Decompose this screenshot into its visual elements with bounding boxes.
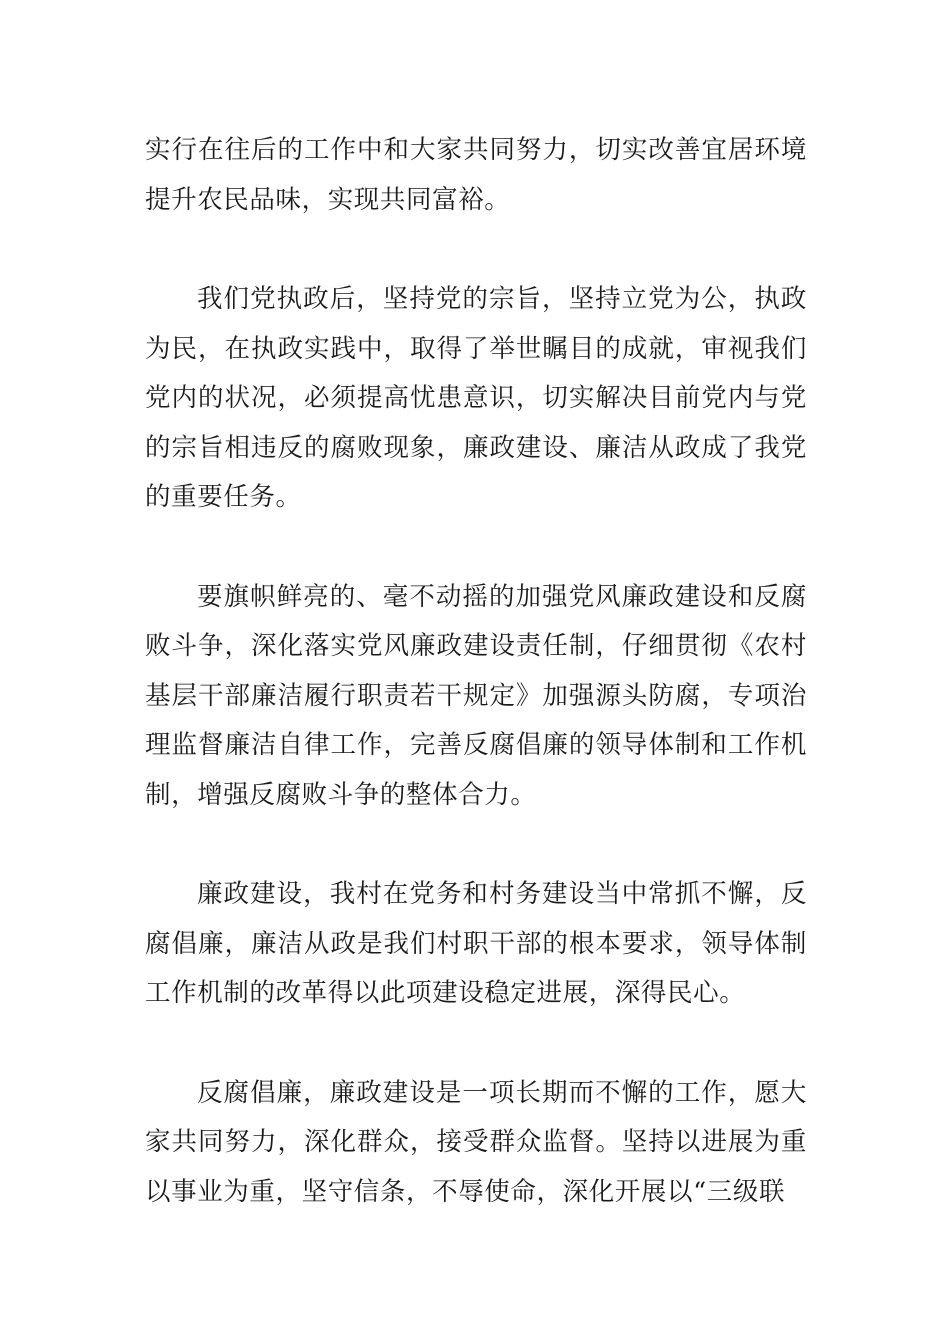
paragraph-2: 我们党执政后，坚持党的宗旨，坚持立党为公，执政为民，在执政实践中，取得了举世瞩目的成就，审视我们党内的状况，必须提高忧患意识，切实解决目前党内与党的宗旨相违反的腐败现象，廉政建设、廉洁从政成了我党的重要任务。 xyxy=(145,284,807,512)
document-body xyxy=(145,126,807,1267)
paragraph-3: 要旗帜鲜亮的、毫不动摇的加强党风廉政建设和反腐败斗争，深化落实党风廉政建设责任制，仔细贯彻《农村基层干部廉洁履行职责若干规定》加强源头防腐，专项治理监督廉洁自律工作，完善反腐倡廉的领导体制和工作机制，增强反腐败斗争的整体合力。 xyxy=(145,581,807,810)
paragraph-1: 实行在往后的工作中和大家共同努力，切实改善宜居环境提升农民品味，实现共同富裕。 xyxy=(145,135,807,215)
paragraph-5: 反腐倡廉，廉政建设是一项长期而不懈的工作，愿大家共同努力，深化群众，接受群众监督。坚持以进展为重以事业为重，坚守信条，不辱使命，深化开展以“三级联 xyxy=(145,1077,807,1207)
paragraph-4: 廉政建设，我村在党务和村务建设当中常抓不懈，反腐倡廉，廉洁从政是我们村职干部的根本要求，领导体制工作机制的改革得以此项建设稳定进展，深得民心。 xyxy=(145,879,807,1008)
